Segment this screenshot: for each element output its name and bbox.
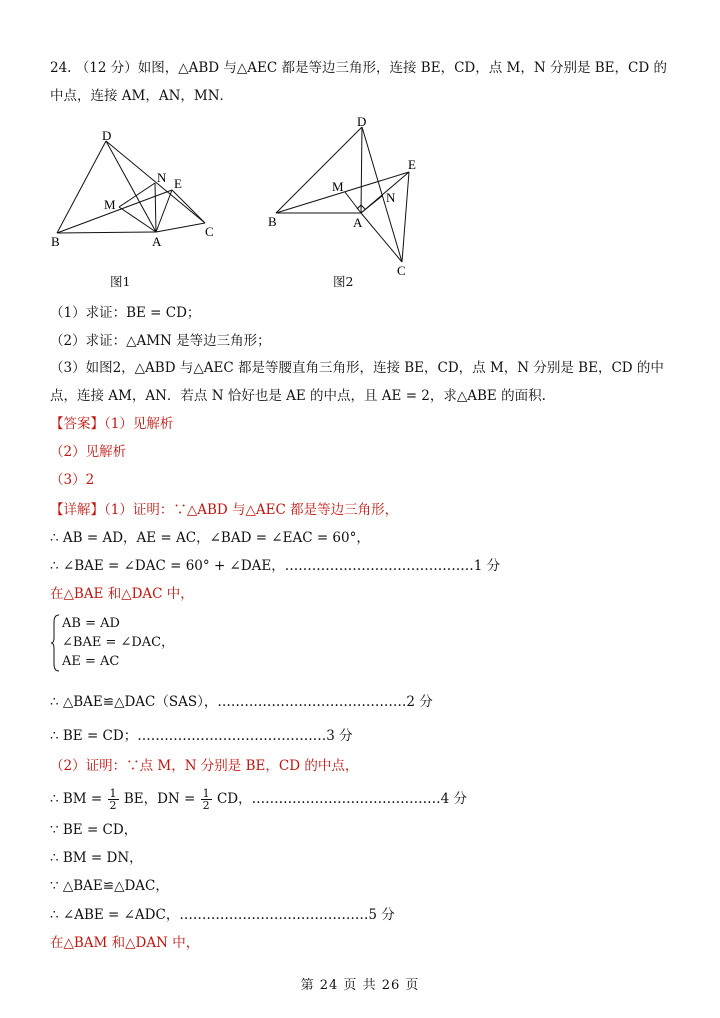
system-line-1: AB = AD bbox=[62, 616, 120, 631]
solution-line-12: ∴ ∠ABE = ∠ADC，……………………………………5 分 bbox=[50, 907, 395, 923]
fig1-label-D: D bbox=[102, 128, 112, 143]
solution-line-2: ∴ AB = AD，AE = AC，∠BAD = ∠EAC = 60°， bbox=[50, 530, 370, 546]
fig2-label-E: E bbox=[408, 157, 416, 172]
system-brace bbox=[50, 614, 60, 672]
problem-line-1: 24. （12 分）如图，△ABD 与△AEC 都是等边三角形，连接 BE，CD，点 M，N 分别是 BE，CD 的 bbox=[50, 60, 667, 76]
solution-line-8 bbox=[50, 784, 680, 814]
solution-line-5: ∴ △BAE≌△DAC（SAS），……………………………………2 分 bbox=[50, 694, 433, 710]
fraction-2-numerator: 1 bbox=[202, 787, 210, 800]
fraction-1-denominator: 2 bbox=[109, 799, 117, 812]
figure-1-diagram bbox=[48, 126, 228, 252]
solution-line-1: 【详解】（1）证明：∵△ABD 与△AEC 都是等边三角形， bbox=[50, 502, 399, 518]
figure-1 bbox=[48, 126, 228, 256]
question-1: （1）求证：BE = CD； bbox=[50, 305, 201, 321]
fig1-label-N: N bbox=[157, 170, 167, 185]
answer-2: （2）见解析 bbox=[50, 444, 127, 460]
solution-line-3: ∴ ∠BAE = ∠DAC = 60° + ∠DAE，……………………………………1 分 bbox=[50, 558, 501, 574]
solution-line-4: 在△BAE 和△DAC 中， bbox=[50, 586, 194, 602]
solution-line-8-part-b: BE，DN = bbox=[123, 791, 196, 807]
fig2-label-A: A bbox=[353, 215, 363, 230]
fig2-label-D: D bbox=[357, 114, 367, 129]
solution-line-10: ∴ BM = DN， bbox=[50, 850, 143, 866]
system-line-2: ∠BAE = ∠DAC， bbox=[62, 635, 175, 650]
solution-line-13: 在△BAM 和△DAN 中， bbox=[50, 935, 200, 951]
answer-3: （3）2 bbox=[50, 472, 95, 488]
system-line-3: AE = AC bbox=[62, 654, 120, 669]
fraction-1-numerator: 1 bbox=[109, 787, 117, 800]
fig1-label-B: B bbox=[51, 234, 60, 249]
fig1-label-C: C bbox=[205, 224, 214, 239]
fig1-label-A: A bbox=[152, 234, 162, 249]
solution-line-8-part-c: CD，……………………………………4 分 bbox=[216, 791, 467, 807]
fig1-label-M: M bbox=[104, 197, 116, 212]
solution-line-6: ∴ BE = CD；……………………………………3 分 bbox=[50, 728, 353, 744]
question-2: （2）求证：△AMN 是等边三角形； bbox=[50, 333, 271, 349]
figure-2-caption: 图2 bbox=[333, 274, 354, 289]
fig2-label-M: M bbox=[332, 179, 344, 194]
solution-line-8-part-a: ∴ BM = bbox=[50, 791, 103, 807]
fig1-label-E: E bbox=[174, 176, 182, 191]
figure-2 bbox=[262, 112, 422, 284]
question-3-line-2: 点，连接 AM，AN．若点 N 恰好也是 AE 的中点，且 AE = 2，求△ABE 的面积. bbox=[50, 388, 546, 404]
fraction-2-denominator: 2 bbox=[202, 799, 210, 812]
problem-line-2: 中点，连接 AM，AN，MN． bbox=[50, 88, 234, 104]
fig2-label-B: B bbox=[268, 214, 277, 229]
page-footer: 第 24 页 共 26 页 bbox=[300, 978, 420, 993]
figure-2-diagram bbox=[262, 112, 422, 280]
fig2-label-C: C bbox=[397, 263, 406, 278]
solution-line-11: ∵ △BAE≌△DAC， bbox=[50, 878, 169, 894]
fraction-half-2 bbox=[201, 788, 212, 811]
fraction-half-1 bbox=[108, 788, 119, 811]
question-3-line-1: （3）如图2，△ABD 与△AEC 都是等腰直角三角形，连接 BE，CD，点 M，N 分别是 BE，CD 的中 bbox=[50, 360, 664, 376]
solution-line-7: （2）证明：∵点 M，N 分别是 BE，CD 的中点， bbox=[50, 758, 359, 774]
solution-line-9: ∵ BE = CD， bbox=[50, 822, 138, 838]
answer-1: 【答案】（1）见解析 bbox=[50, 416, 174, 432]
fig2-label-N: N bbox=[386, 190, 396, 205]
figure-1-caption: 图1 bbox=[110, 274, 131, 289]
